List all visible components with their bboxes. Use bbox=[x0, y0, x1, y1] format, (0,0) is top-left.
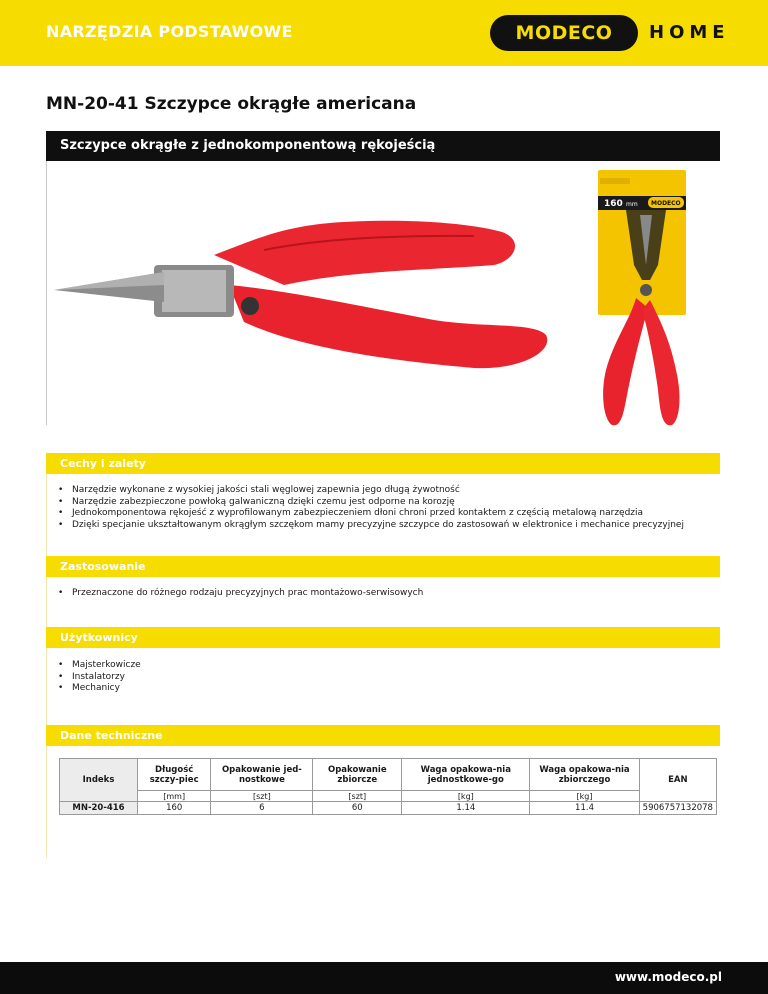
users-list bbox=[58, 660, 141, 695]
unit-unit-pack: [szt] bbox=[211, 791, 313, 802]
packaged-product-image bbox=[590, 170, 702, 435]
list-item: • Majsterkowicze bbox=[58, 660, 141, 672]
pack-left-handle bbox=[603, 298, 648, 425]
users-title: Użytkownicy bbox=[60, 631, 138, 644]
brand-logo bbox=[490, 15, 728, 51]
cell-bulk-pack: 60 bbox=[313, 802, 402, 815]
features-list bbox=[58, 485, 684, 531]
pack-size-label: 160 bbox=[604, 199, 623, 209]
table-units-row bbox=[60, 791, 717, 802]
cell-length: 160 bbox=[138, 802, 211, 815]
unit-unit-weight: [kg] bbox=[402, 791, 530, 802]
col-header-ean: EAN bbox=[639, 759, 716, 802]
category-label: NARZĘDZIA PODSTAWOWE bbox=[46, 22, 293, 41]
features-section-header bbox=[46, 453, 720, 474]
pack-unit-label: mm bbox=[626, 201, 638, 208]
usage-list bbox=[58, 588, 423, 600]
left-divider-lower bbox=[46, 474, 47, 858]
list-item: • Narzędzie zabezpieczone powłoką galwaniczną dzięki czemu jest odporne na korozję bbox=[58, 497, 684, 509]
pliers-product-image bbox=[54, 210, 554, 375]
pack-right-handle bbox=[642, 300, 679, 425]
product-title: MN-20-41 Szczypce okrągłe americana bbox=[46, 94, 417, 114]
usage-title: Zastosowanie bbox=[60, 560, 146, 573]
list-item: • Narzędzie wykonane z wysokiej jakości stali węglowej zapewnia jego długą żywotność bbox=[58, 485, 684, 497]
footer-bar bbox=[0, 962, 768, 994]
upper-handle bbox=[214, 221, 515, 285]
logo-main-text: MODECO bbox=[515, 22, 613, 44]
list-item: • Instalatorzy bbox=[58, 672, 141, 684]
features-title: Cechy i zalety bbox=[60, 457, 146, 470]
unit-length: [mm] bbox=[138, 791, 211, 802]
cell-unit-pack: 6 bbox=[211, 802, 313, 815]
col-header-unit-weight: Waga opakowa-nia jednostkowe-go bbox=[402, 759, 530, 791]
col-header-index: Indeks bbox=[60, 759, 138, 802]
tech-section-header bbox=[46, 725, 720, 746]
lower-handle bbox=[229, 285, 547, 368]
footer-url[interactable]: www.modeco.pl bbox=[614, 970, 722, 984]
tech-title: Dane techniczne bbox=[60, 729, 163, 742]
cell-index: MN-20-416 bbox=[60, 802, 138, 815]
pack-brand-label: MODECO bbox=[651, 200, 681, 207]
list-item: • Mechanicy bbox=[58, 683, 141, 695]
table-header-row bbox=[60, 759, 717, 791]
list-item: • Jednokomponentowa rękojeść z wyprofilowanym zabezpieczeniem dłoni chroni przed kontaktem z częścią metalową narzędzia bbox=[58, 508, 684, 520]
users-section-header bbox=[46, 627, 720, 648]
tech-spec-table bbox=[59, 758, 717, 815]
cell-unit-weight: 1.14 bbox=[402, 802, 530, 815]
top-banner bbox=[0, 0, 768, 66]
logo-home-text: HOME bbox=[649, 22, 730, 43]
list-item: • Dzięki specjanie ukształtowanym okrągłym szczękom mamy precyzyjne szczypce do zastosowań w elektronice i mechanice precyzyjnej bbox=[58, 520, 684, 532]
cell-ean: 5906757132078 bbox=[639, 802, 716, 815]
left-divider bbox=[46, 161, 47, 425]
table-row bbox=[60, 802, 717, 815]
unit-bulk-weight: [kg] bbox=[530, 791, 639, 802]
usage-section-header bbox=[46, 556, 720, 577]
unit-bulk-pack: [szt] bbox=[313, 791, 402, 802]
subtitle-bar bbox=[46, 131, 720, 161]
product-subtitle: Szczypce okrągłe z jednokomponentową rękojeścią bbox=[60, 138, 436, 153]
col-header-bulk-pack: Opakowanie zbiorcze bbox=[313, 759, 402, 791]
col-header-unit-pack: Opakowanie jed-nostkowe bbox=[211, 759, 313, 791]
cell-bulk-weight: 11.4 bbox=[530, 802, 639, 815]
list-item: • Przeznaczone do różnego rodzaju precyzyjnych prac montażowo-serwisowych bbox=[58, 588, 423, 600]
col-header-length: Długość szczy-piec bbox=[138, 759, 211, 791]
logo-badge bbox=[490, 15, 638, 51]
col-header-bulk-weight: Waga opakowa-nia zbiorczego bbox=[530, 759, 639, 791]
